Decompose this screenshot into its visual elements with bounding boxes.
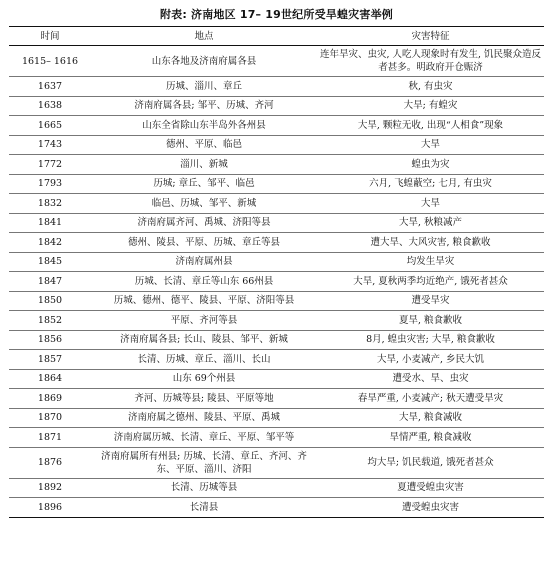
cell-place: 山东各地及济南府属各县 bbox=[91, 46, 317, 77]
cell-place: 山东 69个州县 bbox=[91, 369, 317, 389]
cell-time: 1842 bbox=[9, 233, 91, 253]
cell-feature: 遭受蝗虫灾害 bbox=[317, 498, 544, 518]
cell-feature: 大旱, 夏秋两季均近绝产, 饿死者甚众 bbox=[317, 272, 544, 292]
table-row bbox=[9, 311, 544, 331]
table-row bbox=[9, 350, 544, 370]
cell-time: 1743 bbox=[9, 135, 91, 155]
table-row bbox=[9, 252, 544, 272]
cell-feature: 大旱, 颗粒无收, 出现“人相食”现象 bbox=[317, 116, 544, 136]
cell-time: 1864 bbox=[9, 369, 91, 389]
cell-place: 长清、历城等县 bbox=[91, 478, 317, 498]
cell-time: 1892 bbox=[9, 478, 91, 498]
table-header-row bbox=[9, 27, 544, 46]
header-time: 时间 bbox=[9, 27, 91, 46]
table-row bbox=[9, 96, 544, 116]
cell-time: 1793 bbox=[9, 174, 91, 194]
cell-feature: 连年旱灾、虫灾, 人吃人现象时有发生, 饥民聚众造反者甚多。明政府开仓赈济 bbox=[317, 46, 544, 77]
cell-place: 德州、陵县、平原、历城、章丘等县 bbox=[91, 233, 317, 253]
cell-feature: 旱情严重, 粮食减收 bbox=[317, 428, 544, 448]
disaster-table bbox=[9, 26, 544, 518]
cell-time: 1871 bbox=[9, 428, 91, 448]
table-row bbox=[9, 213, 544, 233]
cell-feature: 夏遭受蝗虫灾害 bbox=[317, 478, 544, 498]
table-row bbox=[9, 330, 544, 350]
cell-feature: 遭受旱灾 bbox=[317, 291, 544, 311]
cell-place: 临邑、历城、邹平、新城 bbox=[91, 194, 317, 214]
cell-place: 济南府属各县; 长山、陵县、邹平、新城 bbox=[91, 330, 317, 350]
cell-feature: 春旱严重, 小麦减产; 秋天遭受旱灾 bbox=[317, 389, 544, 409]
cell-time: 1896 bbox=[9, 498, 91, 518]
table-row bbox=[9, 77, 544, 97]
cell-place: 长清、历城、章丘、淄川、长山 bbox=[91, 350, 317, 370]
cell-place: 齐河、历城等县; 陵县、平原等地 bbox=[91, 389, 317, 409]
cell-feature: 大旱, 小麦减产, 乡民大饥 bbox=[317, 350, 544, 370]
header-feature: 灾害特征 bbox=[317, 27, 544, 46]
table-row bbox=[9, 174, 544, 194]
table-row bbox=[9, 46, 544, 77]
header-place: 地点 bbox=[91, 27, 317, 46]
cell-feature: 均发生旱灾 bbox=[317, 252, 544, 272]
cell-place: 历城、德州、德平、陵县、平原、济阳等县 bbox=[91, 291, 317, 311]
cell-place: 德州、平原、临邑 bbox=[91, 135, 317, 155]
cell-place: 历城、长清、章丘等山东 66州县 bbox=[91, 272, 317, 292]
table-row bbox=[9, 291, 544, 311]
table-row bbox=[9, 498, 544, 518]
table-row bbox=[9, 447, 544, 478]
cell-place: 济南府属州县 bbox=[91, 252, 317, 272]
cell-time: 1869 bbox=[9, 389, 91, 409]
cell-place: 淄川、新城 bbox=[91, 155, 317, 175]
cell-time: 1772 bbox=[9, 155, 91, 175]
cell-place: 济南府属各县; 邹平、历城、齐河 bbox=[91, 96, 317, 116]
table-row bbox=[9, 408, 544, 428]
cell-time: 1850 bbox=[9, 291, 91, 311]
table-row bbox=[9, 428, 544, 448]
cell-time: 1847 bbox=[9, 272, 91, 292]
cell-time: 1876 bbox=[9, 447, 91, 478]
cell-feature: 大旱; 有蝗灾 bbox=[317, 96, 544, 116]
cell-place: 山东全省除山东半岛外各州县 bbox=[91, 116, 317, 136]
cell-place: 历城、淄川、章丘 bbox=[91, 77, 317, 97]
cell-feature: 大旱 bbox=[317, 135, 544, 155]
cell-place: 长清县 bbox=[91, 498, 317, 518]
table-row bbox=[9, 369, 544, 389]
cell-time: 1832 bbox=[9, 194, 91, 214]
cell-time: 1845 bbox=[9, 252, 91, 272]
cell-feature: 遭大旱、大风灾害, 粮食歉收 bbox=[317, 233, 544, 253]
cell-feature: 大旱, 秋粮减产 bbox=[317, 213, 544, 233]
cell-feature: 六月, 飞蝗蔽空; 七月, 有虫灾 bbox=[317, 174, 544, 194]
table-row bbox=[9, 389, 544, 409]
cell-feature: 秋, 有虫灾 bbox=[317, 77, 544, 97]
table-row bbox=[9, 116, 544, 136]
cell-place: 济南府属所有州县; 历城、长清、章丘、齐河、齐东、平原、淄川、济阳 bbox=[91, 447, 317, 478]
cell-time: 1637 bbox=[9, 77, 91, 97]
cell-place: 济南府属齐河、禹城、济阳等县 bbox=[91, 213, 317, 233]
cell-feature: 遭受水、旱、虫灾 bbox=[317, 369, 544, 389]
table-row bbox=[9, 478, 544, 498]
table-row bbox=[9, 155, 544, 175]
cell-place: 济南府属历城、长清、章丘、平原、邹平等 bbox=[91, 428, 317, 448]
cell-feature: 大旱 bbox=[317, 194, 544, 214]
cell-place: 平原、齐河等县 bbox=[91, 311, 317, 331]
cell-time: 1870 bbox=[9, 408, 91, 428]
cell-time: 1665 bbox=[9, 116, 91, 136]
cell-time: 1857 bbox=[9, 350, 91, 370]
cell-time: 1856 bbox=[9, 330, 91, 350]
table-row bbox=[9, 135, 544, 155]
table-title: 附表: 济南地区 17– 19世纪所受旱蝗灾害举例 bbox=[159, 8, 393, 21]
cell-feature: 蝗虫为灾 bbox=[317, 155, 544, 175]
cell-time: 1852 bbox=[9, 311, 91, 331]
cell-time: 1638 bbox=[9, 96, 91, 116]
cell-time: 1615– 1616 bbox=[9, 46, 91, 77]
cell-place: 历城; 章丘、邹平、临邑 bbox=[91, 174, 317, 194]
cell-time: 1841 bbox=[9, 213, 91, 233]
cell-place: 济南府属之德州、陵县、平原、禹城 bbox=[91, 408, 317, 428]
cell-feature: 夏旱, 粮食歉收 bbox=[317, 311, 544, 331]
cell-feature: 大旱, 粮食减收 bbox=[317, 408, 544, 428]
table-row bbox=[9, 272, 544, 292]
table-row bbox=[9, 233, 544, 253]
table-row bbox=[9, 194, 544, 214]
cell-feature: 均大旱; 饥民载道, 饿死者甚众 bbox=[317, 447, 544, 478]
cell-feature: 8月, 蝗虫灾害; 大旱, 粮食歉收 bbox=[317, 330, 544, 350]
